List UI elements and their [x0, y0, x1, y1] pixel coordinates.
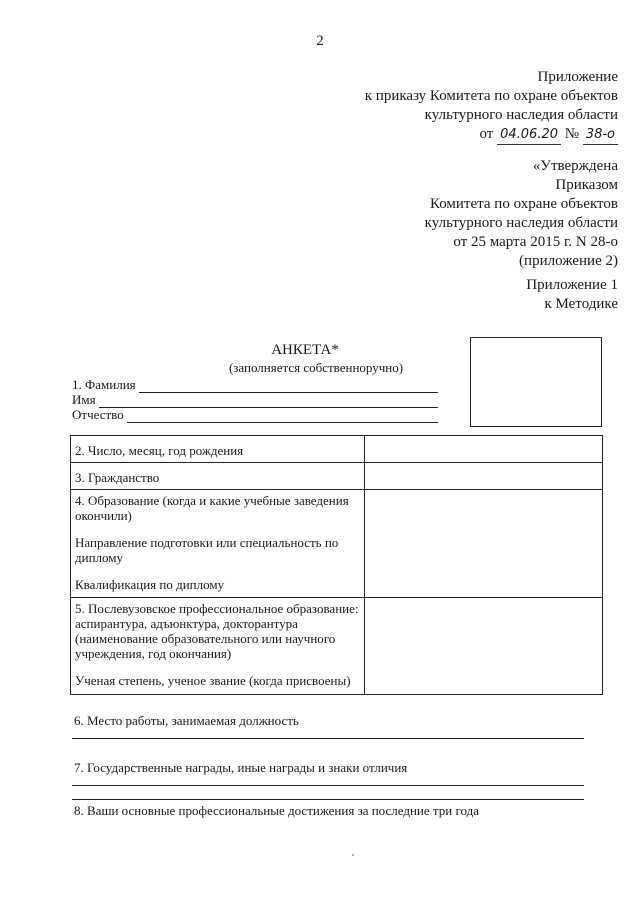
answer-cell-postgrad[interactable] [365, 598, 603, 695]
degree-question: Ученая степень, ученое звание (когда присвоены) [75, 673, 351, 688]
surname-label: 1. Фамилия [72, 377, 136, 392]
form-subtitle: (заполняется собственноручно) [228, 360, 404, 375]
order-appendix-header [365, 68, 618, 145]
methodology-appendix [526, 276, 618, 314]
section-7-answer-line-2[interactable] [72, 799, 584, 800]
date-prefix: от [479, 126, 494, 142]
section-6-label: 6. Место работы, занимаемая должность [74, 713, 299, 728]
table-row [71, 463, 603, 490]
section-8-label: 8. Ваши основные профессиональные достижения за последние три года [74, 803, 479, 818]
appendix-line-1: Приложение 1 [526, 277, 618, 293]
form-title: АНКЕТА* [271, 342, 339, 358]
header-date-number [365, 125, 618, 145]
answer-cell-education[interactable] [365, 490, 603, 598]
questionnaire-table [70, 435, 603, 695]
name-label: Имя [72, 392, 96, 407]
header-line-1: Приложение [537, 69, 618, 85]
table-row [71, 598, 603, 695]
question-cell [71, 436, 365, 463]
header-line-3: культурного наследия области [424, 107, 618, 123]
approval-line-4: культурного наследия области [424, 215, 618, 231]
approval-line-1: «Утверждена [532, 158, 618, 174]
number-prefix: № [564, 126, 580, 142]
name-field[interactable] [72, 392, 438, 408]
answer-cell-citizenship[interactable] [365, 463, 603, 490]
education-question: 4. Образование (когда и какие учебные заведения окончили) [75, 493, 349, 523]
answer-cell-birth[interactable] [365, 436, 603, 463]
header-line-2: к приказу Комитета по охране объектов [364, 88, 618, 104]
approval-line-2: Приказом [555, 177, 618, 193]
page-number: 2 [316, 33, 324, 49]
question-cell [71, 463, 365, 490]
appendix-line-2: к Методике [544, 296, 618, 312]
table-row [71, 490, 603, 598]
postgrad-question: 5. Послевузовское профессиональное образование: аспирантура, адъюнктура, докторантура (наименование образовательного или научного учреждения, год окончания) [75, 601, 359, 661]
patronymic-field[interactable] [72, 407, 438, 423]
patronymic-label: Отчество [72, 407, 124, 422]
section-7-label: 7. Государственные награды, иные награды и знаки отличия [74, 760, 408, 775]
question-cell [71, 598, 365, 695]
surname-field[interactable] [72, 377, 438, 393]
approval-line-5: от 25 марта 2015 г. N 28-о [453, 234, 618, 250]
handwritten-number: 38-о [583, 125, 618, 145]
photo-box [470, 337, 602, 427]
section-6-answer-line[interactable] [72, 738, 584, 739]
question-cell [71, 490, 365, 598]
approval-line-3: Комитета по охране объектов [429, 196, 618, 212]
approval-block [425, 157, 618, 271]
qualification-question: Квалификация по диплому [75, 577, 225, 592]
section-7-answer-line-1[interactable] [72, 785, 584, 786]
citizenship-question: 3. Гражданство [75, 470, 160, 485]
patronymic-underline[interactable] [127, 411, 438, 423]
specialty-question: Направление подготовки или специальность по диплому [75, 535, 339, 565]
handwritten-date: 04.06.20 [497, 125, 561, 145]
scan-speck [352, 854, 354, 856]
birth-question: 2. Число, месяц, год рождения [75, 443, 244, 458]
approval-line-6: (приложение 2) [519, 253, 618, 269]
table-row [71, 436, 603, 463]
